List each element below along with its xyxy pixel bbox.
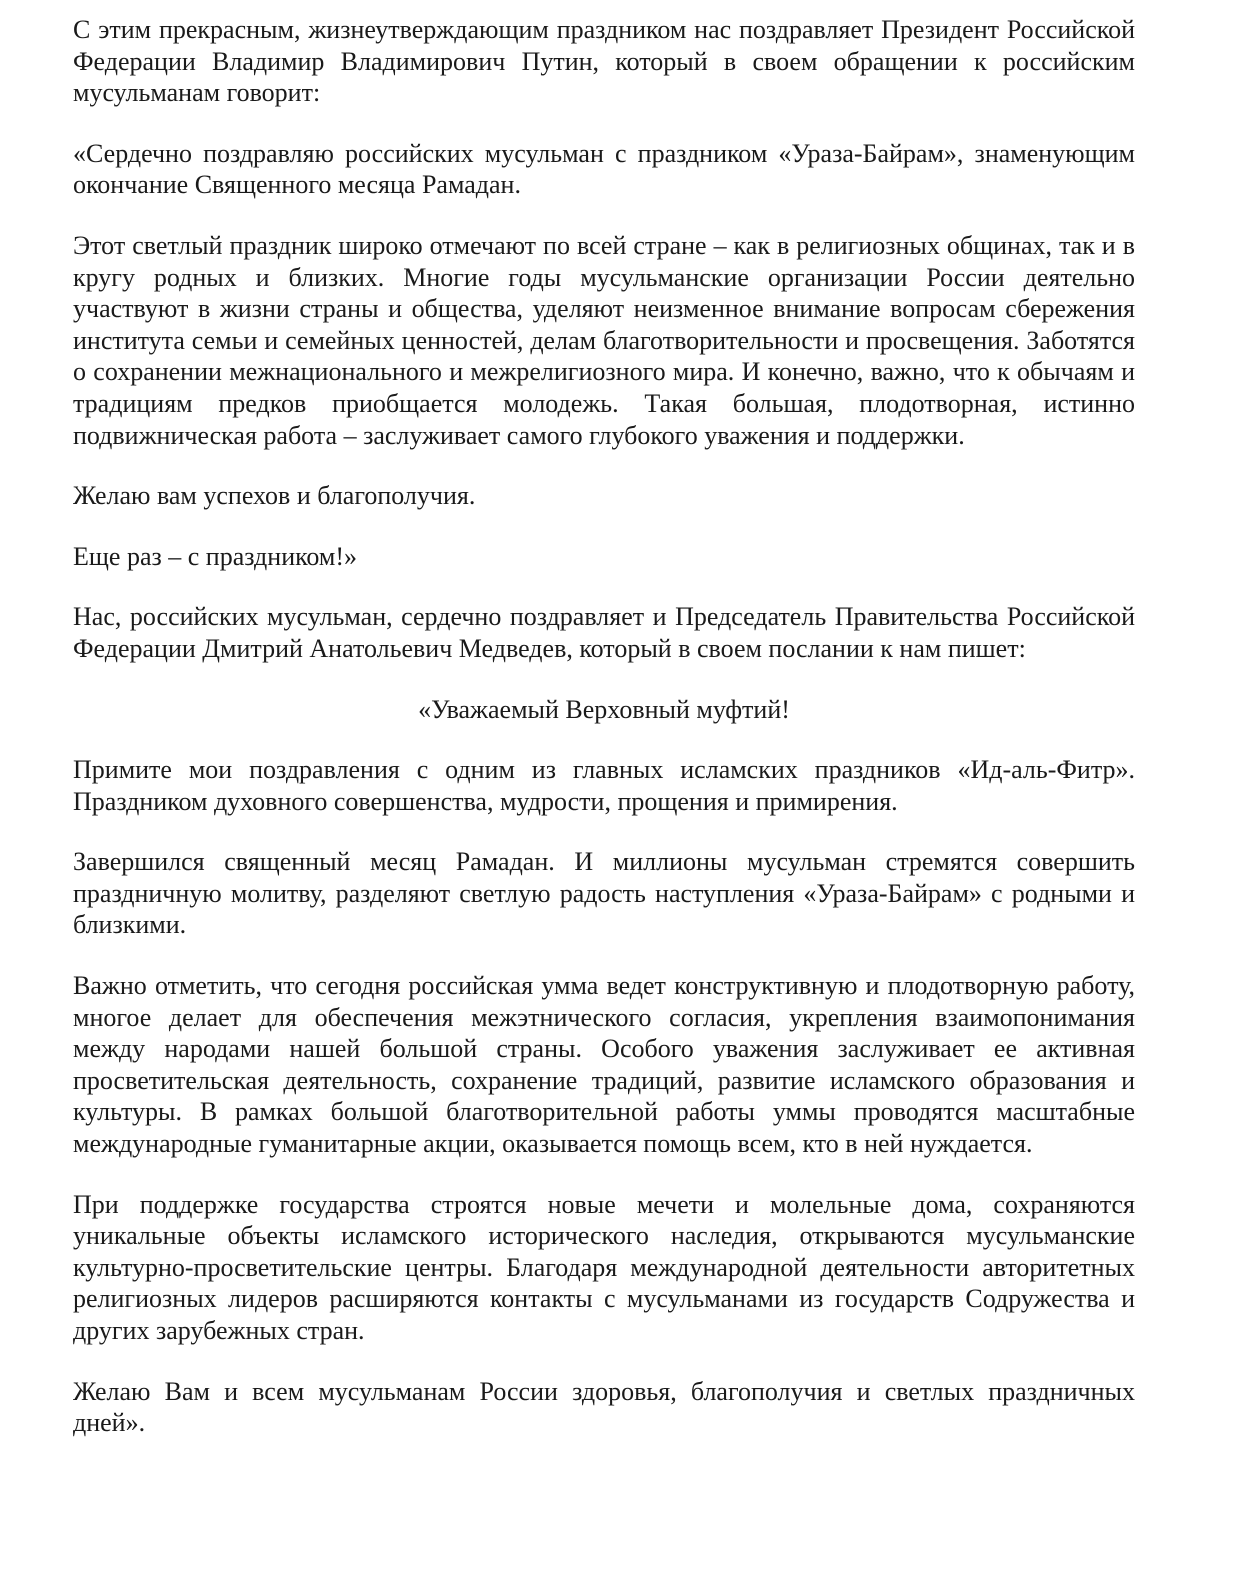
document-page (73, 14, 1135, 1439)
medvedev-mosques-paragraph: При поддержке государства строятся новые мечети и молельные дома, сохраняются уникальные объекты исламского исторического наследия, открываются мусульманские культурно-просветительские центры. Благодаря международной деятельности авторитетных религиозных лидеров расширяются контакты с мусульманами из государств Содружества и других зарубежных стран. (73, 1189, 1135, 1345)
medvedev-salutation: «Уважаемый Верховный муфтий! (418, 694, 790, 724)
intro-medvedev-paragraph: Нас, российских мусульман, сердечно поздравляет и Председатель Правительства Российской Федерации Дмитрий Анатольевич Медведев, который в своем послании к нам пишет: (73, 602, 1135, 663)
medvedev-greeting-paragraph: Примите мои поздравления с одним из главных исламских праздников «Ид-аль-Фитр». Праздником духовного совершенства, мудрости, прощения и примирения. (73, 755, 1135, 816)
medvedev-ramadan-paragraph: Завершился священный месяц Рамадан. И миллионы мусульман стремятся совершить праздничную молитву, разделяют светлую радость наступления «Ураза-Байрам» с родными и близкими. (73, 847, 1135, 940)
putin-quote-body: Этот светлый праздник широко отмечают по всей стране – как в религиозных общинах, так и в кругу родных и близких. Многие годы мусульманские организации России деятельно участвуют в жизни страны и общества, уделяют неизменное внимание вопросам сбережения института семьи и семейных ценностей, делам благотворительности и просвещения. Заботятся о сохранении межнационального и межрелигиозного мира. И конечно, важно, что к обычаям и традициям предков приобщается молодежь. Такая большая, плодотворная, истинно подвижническая работа – заслуживает самого глубокого уважения и поддержки. (73, 230, 1135, 450)
medvedev-closing-wishes: Желаю Вам и всем мусульманам России здоровья, благополучия и светлых праздничных дней». (73, 1376, 1135, 1438)
intro-putin-paragraph: С этим прекрасным, жизнеутверждающим праздником нас поздравляет Президент Российской Федерации Владимир Владимирович Путин, который в своем обращении к российским мусульманам говорит: (73, 15, 1135, 108)
putin-quote-wishes: Желаю вам успехов и благополучия. (73, 481, 476, 511)
putin-quote-greeting: «Сердечно поздравляю российских мусульман с праздником «Ураза-Байрам», знаменующим окончание Священного месяца Рамадан. (73, 138, 1135, 200)
medvedev-umma-paragraph: Важно отметить, что сегодня российская умма ведет конструктивную и плодотворную работу, многое делает для обеспечения межэтнического согласия, укрепления взаимопонимания между народами нашей большой страны. Особого уважения заслуживает ее активная просветительская деятельность, сохранение традиций, развитие исламского образования и культуры. В рамках большой благотворительной работы уммы проводятся масштабные международные гуманитарные акции, оказывается помощь всем, кто в ней нуждается. (73, 971, 1135, 1159)
putin-quote-closing: Еще раз – с праздником!» (73, 541, 358, 571)
